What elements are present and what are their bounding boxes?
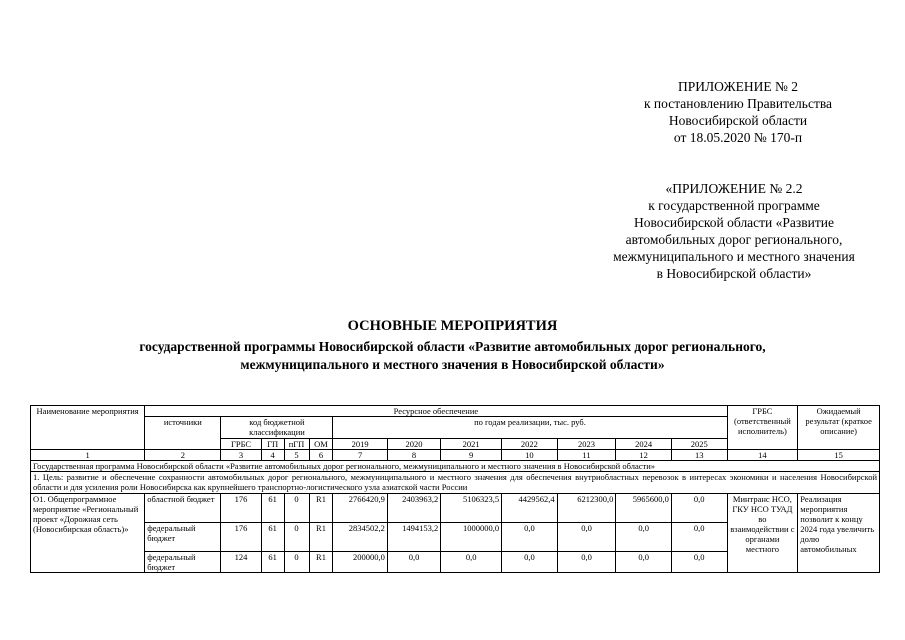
program-row: Государственная программа Новосибирской области «Развитие автомобильных дорог регионального, межмуниципального и местного значения в Новосибирской области» bbox=[31, 461, 880, 472]
col-number: 10 bbox=[502, 450, 558, 461]
executor-cell: Минтранс НСО, ГКУ НСО ТУАД во взаимодействии с органами местного bbox=[727, 494, 798, 573]
header-code-gp: ГП bbox=[261, 439, 284, 450]
header-grbs-executor: ГРБС (ответственный исполнитель) bbox=[727, 406, 798, 450]
col-number: 12 bbox=[616, 450, 672, 461]
header-code-pgp: пГП bbox=[284, 439, 309, 450]
code-gp: 61 bbox=[261, 552, 284, 573]
column-number-row bbox=[31, 450, 880, 461]
appendix2-line: в Новосибирской области» bbox=[656, 266, 812, 281]
col-number: 11 bbox=[557, 450, 616, 461]
col-number: 1 bbox=[31, 450, 145, 461]
source-cell: федеральный бюджет bbox=[145, 552, 221, 573]
header-year: 2022 bbox=[502, 439, 558, 450]
header-budget-code: код бюджетной классификации bbox=[221, 417, 333, 439]
source-cell: федеральный бюджет bbox=[145, 523, 221, 552]
appendix2-line: Новосибирской области «Развитие bbox=[634, 215, 834, 230]
value-cell: 1494153,2 bbox=[387, 523, 440, 552]
value-cell: 5965600,0 bbox=[616, 494, 672, 523]
value-cell: 0,0 bbox=[671, 552, 727, 573]
header-sources: источники bbox=[145, 417, 221, 450]
appendix2-line: к государственной программе bbox=[648, 198, 820, 213]
col-number: 15 bbox=[798, 450, 880, 461]
appendix-line: Новосибирской области bbox=[668, 113, 808, 128]
value-cell: 0,0 bbox=[441, 552, 502, 573]
value-cell: 2766420,9 bbox=[333, 494, 387, 523]
col-number: 4 bbox=[261, 450, 284, 461]
appendix2-line: «ПРИЛОЖЕНИЕ № 2.2 bbox=[665, 181, 803, 196]
value-cell: 2834502,2 bbox=[333, 523, 387, 552]
col-number: 8 bbox=[387, 450, 440, 461]
code-grbs: 176 bbox=[221, 494, 261, 523]
appendix-line: к постановлению Правительства bbox=[643, 96, 833, 111]
header-result: Ожидаемый результат (краткое описание) bbox=[798, 406, 880, 450]
header-year: 2023 bbox=[557, 439, 616, 450]
table-row bbox=[31, 494, 880, 523]
value-cell: 5106323,5 bbox=[441, 494, 502, 523]
header-year: 2019 bbox=[333, 439, 387, 450]
col-number: 6 bbox=[309, 450, 333, 461]
header-code-grbs: ГРБС bbox=[221, 439, 261, 450]
col-number: 5 bbox=[284, 450, 309, 461]
code-pgp: 0 bbox=[284, 523, 309, 552]
appendix-line: от 18.05.2020 № 170-п bbox=[673, 130, 803, 145]
value-cell: 0,0 bbox=[557, 523, 616, 552]
subtitle-line: государственной программы Новосибирской области «Развитие автомобильных дорог регионального, bbox=[139, 339, 766, 354]
source-cell: областной бюджет bbox=[145, 494, 221, 523]
value-cell: 0,0 bbox=[557, 552, 616, 573]
value-cell: 6212300,0 bbox=[557, 494, 616, 523]
value-cell: 4429562,4 bbox=[502, 494, 558, 523]
document-subtitle bbox=[0, 338, 905, 374]
code-pgp: 0 bbox=[284, 494, 309, 523]
value-cell: 0,0 bbox=[502, 523, 558, 552]
header-year: 2024 bbox=[616, 439, 672, 450]
col-number: 13 bbox=[671, 450, 727, 461]
appendix2-line: автомобильных дорог регионального, bbox=[625, 232, 843, 247]
result-cell: Реализация мероприятия позволит к концу 2024 года увеличить долю автомобильных bbox=[798, 494, 880, 573]
document-title: ОСНОВНЫЕ МЕРОПРИЯТИЯ bbox=[347, 318, 558, 334]
code-om: R1 bbox=[309, 494, 333, 523]
code-grbs: 124 bbox=[221, 552, 261, 573]
event-name: О1. Общепрограммное мероприятие «Региональный проект «Дорожная сеть (Новосибирская область)» bbox=[31, 494, 145, 573]
subtitle-line: межмуниципального и местного значения в Новосибирской области» bbox=[240, 357, 665, 372]
value-cell: 0,0 bbox=[616, 552, 672, 573]
header-year: 2021 bbox=[441, 439, 502, 450]
value-cell: 0,0 bbox=[671, 494, 727, 523]
events-table bbox=[30, 405, 880, 573]
header-by-years: по годам реализации, тыс. руб. bbox=[333, 417, 727, 439]
code-om: R1 bbox=[309, 552, 333, 573]
col-number: 9 bbox=[441, 450, 502, 461]
value-cell: 200000,0 bbox=[333, 552, 387, 573]
appendix-header bbox=[588, 78, 888, 146]
header-year: 2025 bbox=[671, 439, 727, 450]
header-name: Наименование мероприятия bbox=[31, 406, 145, 450]
code-grbs: 176 bbox=[221, 523, 261, 552]
value-cell: 1000000,0 bbox=[441, 523, 502, 552]
value-cell: 2403963,2 bbox=[387, 494, 440, 523]
code-gp: 61 bbox=[261, 494, 284, 523]
appendix2-line: межмуниципального и местного значения bbox=[613, 249, 855, 264]
value-cell: 0,0 bbox=[671, 523, 727, 552]
goal-row: 1. Цель: развитие и обеспечение сохранности автомобильных дорог регионального, межмуниципального и местного значения для обеспечения внутриобластных перевозок в интересах экономики и населения Новосибирской области и для усиления роли Новосибирска как крупнейшего транспортно-логистического узла азиатской части России bbox=[31, 472, 880, 494]
value-cell: 0,0 bbox=[616, 523, 672, 552]
col-number: 2 bbox=[145, 450, 221, 461]
header-code-om: ОМ bbox=[309, 439, 333, 450]
code-gp: 61 bbox=[261, 523, 284, 552]
appendix2-header bbox=[584, 180, 884, 282]
value-cell: 0,0 bbox=[387, 552, 440, 573]
col-number: 3 bbox=[221, 450, 261, 461]
header-year: 2020 bbox=[387, 439, 440, 450]
col-number: 7 bbox=[333, 450, 387, 461]
code-pgp: 0 bbox=[284, 552, 309, 573]
header-resources: Ресурсное обеспечение bbox=[145, 406, 727, 417]
appendix-line: ПРИЛОЖЕНИЕ № 2 bbox=[677, 79, 799, 94]
code-om: R1 bbox=[309, 523, 333, 552]
col-number: 14 bbox=[727, 450, 798, 461]
value-cell: 0,0 bbox=[502, 552, 558, 573]
